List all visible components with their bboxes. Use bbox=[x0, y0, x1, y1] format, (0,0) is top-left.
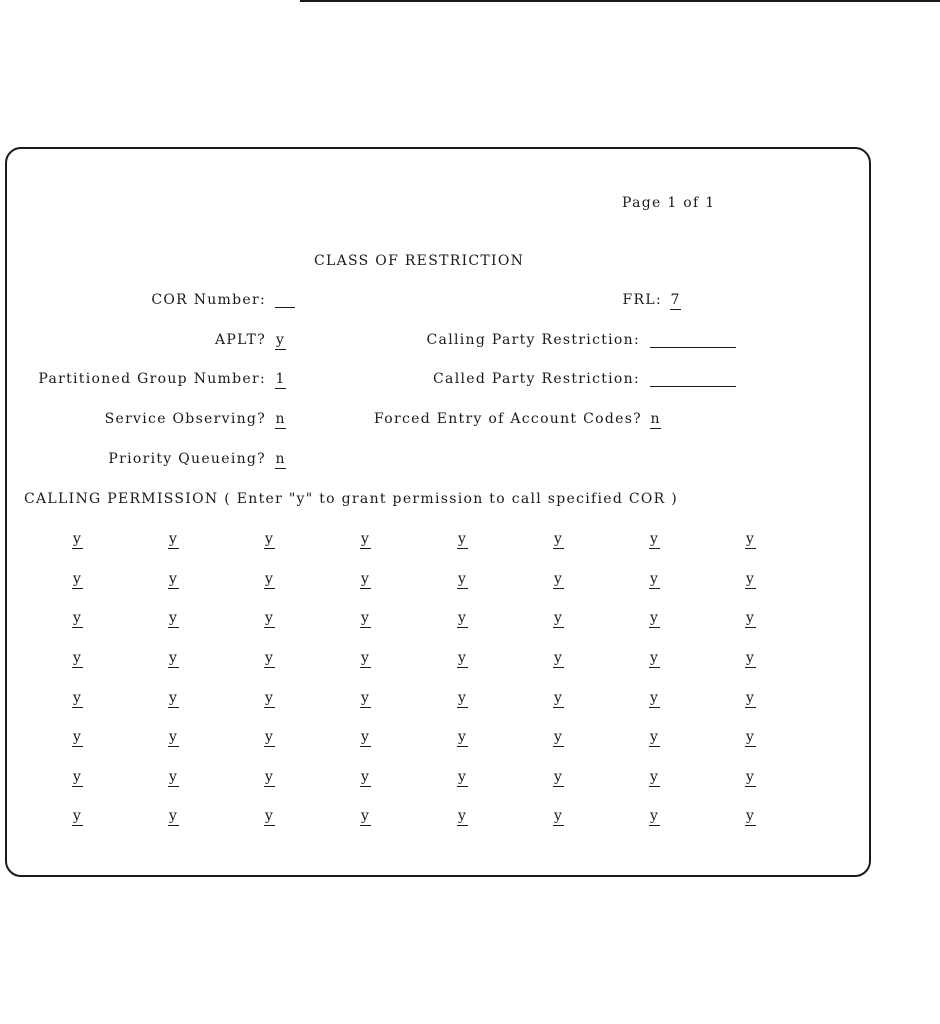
calling-party-restriction-field[interactable] bbox=[650, 331, 736, 348]
frl-label: FRL: bbox=[622, 292, 662, 308]
cor-permission-field[interactable]: y bbox=[169, 531, 178, 547]
cor-permission-field[interactable]: y bbox=[746, 650, 755, 666]
cor-permission-field[interactable]: y bbox=[650, 729, 659, 745]
cor-permission-field[interactable]: y bbox=[169, 729, 178, 745]
cor-permission-field[interactable]: y bbox=[650, 650, 659, 666]
cor-permission-field[interactable]: y bbox=[650, 690, 659, 706]
cor-permission-field[interactable]: y bbox=[265, 531, 274, 547]
cor-permission-field[interactable]: y bbox=[361, 808, 370, 824]
cor-permission-field[interactable]: y bbox=[650, 808, 659, 824]
cor-permission-field[interactable]: y bbox=[265, 808, 274, 824]
cor-permission-field[interactable]: y bbox=[265, 690, 274, 706]
cor-number-label: COR Number: bbox=[151, 292, 266, 308]
cor-permission-field[interactable]: y bbox=[458, 690, 467, 706]
cor-permission-field[interactable]: y bbox=[458, 650, 467, 666]
cor-permission-field[interactable]: y bbox=[73, 571, 82, 587]
cor-permission-field[interactable]: y bbox=[73, 531, 82, 547]
cor-permission-field[interactable]: y bbox=[650, 610, 659, 626]
cor-permission-field[interactable]: y bbox=[73, 808, 82, 824]
cor-permission-field[interactable]: y bbox=[265, 729, 274, 745]
cor-permission-field[interactable]: y bbox=[554, 690, 563, 706]
cor-permission-field[interactable]: y bbox=[265, 610, 274, 626]
cor-permission-field[interactable]: y bbox=[746, 808, 755, 824]
service-observing-field[interactable]: n bbox=[275, 411, 286, 427]
cor-permission-field[interactable]: y bbox=[458, 729, 467, 745]
cor-permission-field[interactable]: y bbox=[458, 531, 467, 547]
cor-permission-field[interactable]: y bbox=[169, 650, 178, 666]
cor-permission-field[interactable]: y bbox=[169, 808, 178, 824]
service-observing-label: Service Observing? bbox=[104, 411, 266, 427]
cor-permission-field[interactable]: y bbox=[265, 571, 274, 587]
cor-permission-field[interactable]: y bbox=[169, 769, 178, 785]
cor-permission-field[interactable]: y bbox=[650, 531, 659, 547]
cor-permission-field[interactable]: y bbox=[650, 571, 659, 587]
cor-permission-field[interactable]: y bbox=[746, 769, 755, 785]
cor-permission-field[interactable]: y bbox=[554, 571, 563, 587]
page-indicator: Page 1 of 1 bbox=[622, 195, 716, 211]
cor-permission-field[interactable]: y bbox=[746, 610, 755, 626]
cor-permission-field[interactable]: y bbox=[554, 531, 563, 547]
cor-permission-field[interactable]: y bbox=[458, 610, 467, 626]
cor-permission-field[interactable]: y bbox=[73, 769, 82, 785]
cor-permission-field[interactable]: y bbox=[458, 808, 467, 824]
top-divider bbox=[300, 0, 940, 2]
cor-permission-field[interactable]: y bbox=[73, 650, 82, 666]
cor-permission-field[interactable]: y bbox=[73, 729, 82, 745]
cor-permission-field[interactable]: y bbox=[361, 769, 370, 785]
cor-permission-field[interactable]: y bbox=[361, 650, 370, 666]
calling-party-restriction-label: Calling Party Restriction: bbox=[426, 332, 640, 348]
cor-permission-field[interactable]: y bbox=[554, 729, 563, 745]
cor-permission-field[interactable]: y bbox=[361, 690, 370, 706]
priority-queueing-field[interactable]: n bbox=[275, 451, 286, 467]
cor-permission-field[interactable]: y bbox=[746, 531, 755, 547]
cor-permission-field[interactable]: y bbox=[458, 769, 467, 785]
cor-permission-field[interactable]: y bbox=[169, 610, 178, 626]
cor-permission-field[interactable]: y bbox=[265, 769, 274, 785]
cor-permission-field[interactable]: y bbox=[746, 571, 755, 587]
partitioned-group-number-label: Partitioned Group Number: bbox=[38, 371, 266, 387]
aplt-field[interactable]: y bbox=[276, 332, 285, 348]
forced-entry-account-codes-label: Forced Entry of Account Codes? bbox=[374, 411, 642, 427]
cor-permission-field[interactable]: y bbox=[361, 729, 370, 745]
cor-number-field[interactable] bbox=[275, 291, 295, 308]
cor-permission-field[interactable]: y bbox=[265, 650, 274, 666]
cor-permission-field[interactable]: y bbox=[554, 769, 563, 785]
partitioned-group-number-field[interactable]: 1 bbox=[275, 371, 286, 387]
cor-permission-field[interactable]: y bbox=[650, 769, 659, 785]
cor-permission-field[interactable]: y bbox=[361, 610, 370, 626]
cor-permission-field[interactable]: y bbox=[169, 571, 178, 587]
form-title: CLASS OF RESTRICTION bbox=[314, 253, 525, 269]
aplt-label: APLT? bbox=[214, 332, 266, 348]
frl-field[interactable]: 7 bbox=[670, 292, 681, 308]
cor-permission-field[interactable]: y bbox=[554, 808, 563, 824]
cor-permission-field[interactable]: y bbox=[554, 650, 563, 666]
cor-permission-field[interactable]: y bbox=[73, 690, 82, 706]
cor-permission-field[interactable]: y bbox=[73, 610, 82, 626]
forced-entry-account-codes-field[interactable]: n bbox=[650, 411, 661, 427]
cor-permission-field[interactable]: y bbox=[554, 610, 563, 626]
cor-permission-field[interactable]: y bbox=[361, 571, 370, 587]
called-party-restriction-field[interactable] bbox=[650, 370, 736, 387]
cor-permission-field[interactable]: y bbox=[361, 531, 370, 547]
priority-queueing-label: Priority Queueing? bbox=[108, 451, 266, 467]
cor-permission-field[interactable]: y bbox=[458, 571, 467, 587]
cor-permission-field[interactable]: y bbox=[746, 690, 755, 706]
called-party-restriction-label: Called Party Restriction: bbox=[433, 371, 640, 387]
cor-permission-field[interactable]: y bbox=[746, 729, 755, 745]
cor-permission-field[interactable]: y bbox=[169, 690, 178, 706]
calling-permission-heading: CALLING PERMISSION ( Enter "y" to grant permission to call specified COR ) bbox=[24, 491, 679, 507]
